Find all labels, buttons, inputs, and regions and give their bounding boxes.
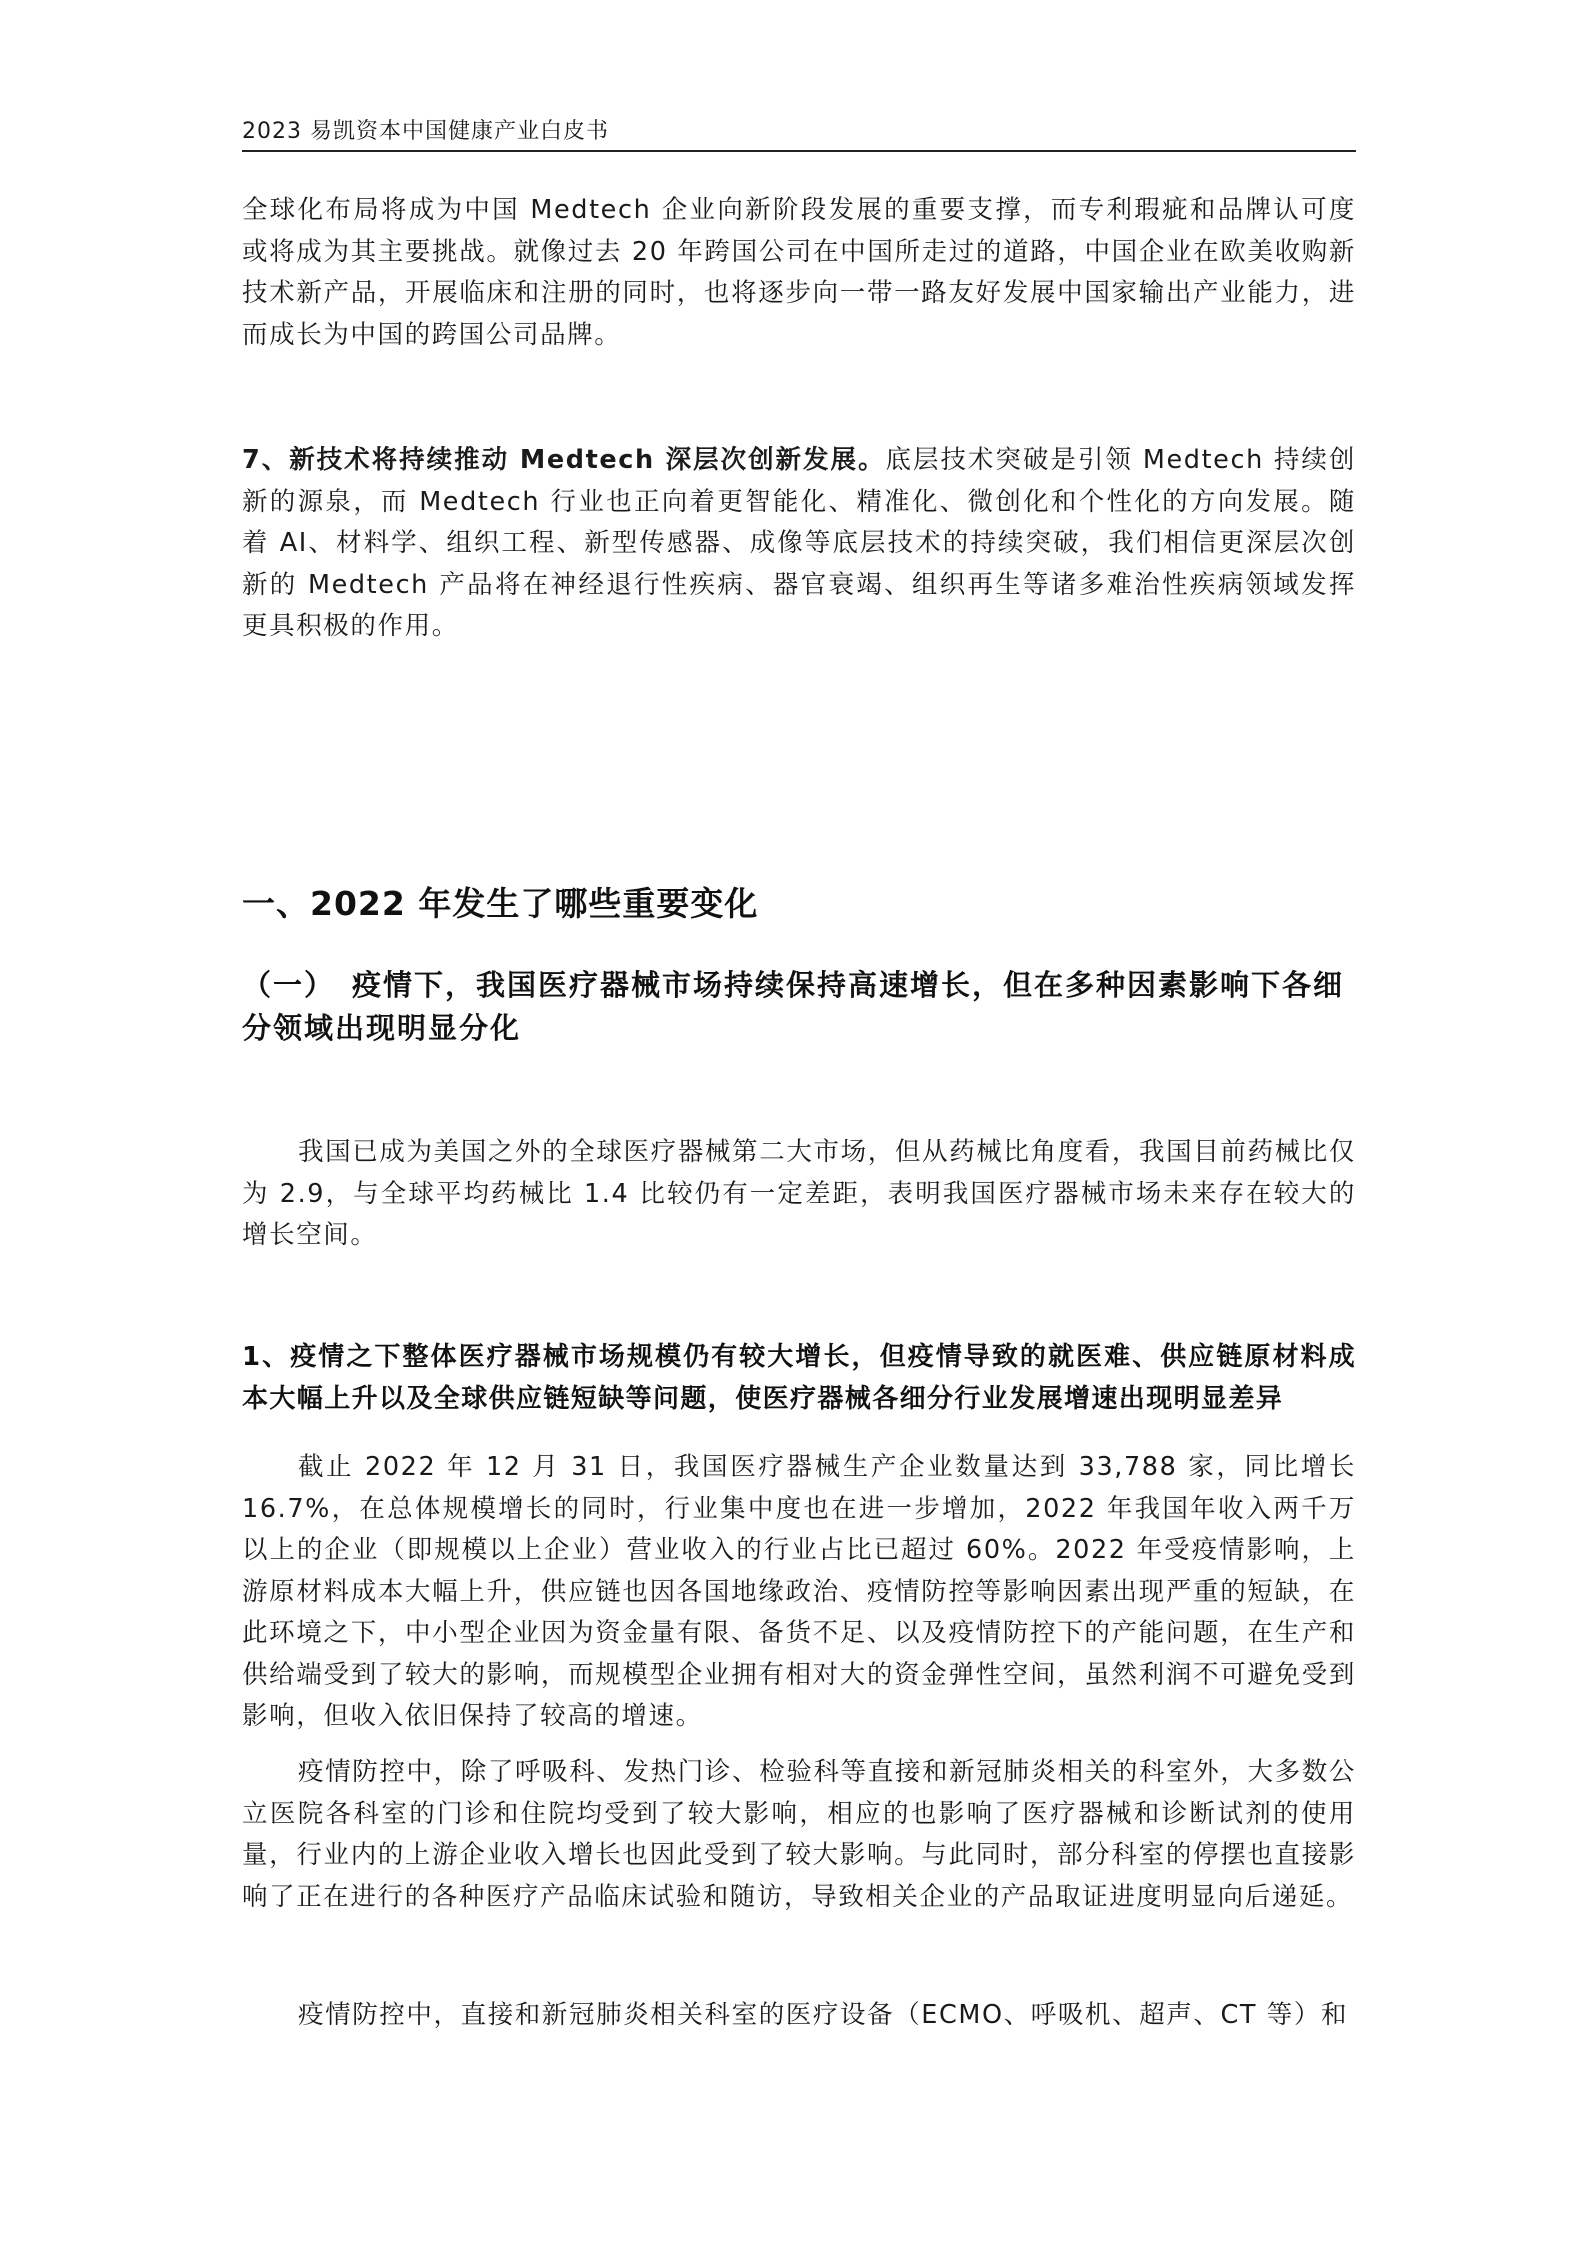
paragraph-body: 底层技术突破是引领 Medtech 持续创新的源泉，而 Medtech 行业也正向着更智能化、精准化、微创化和个性化的方向发展。随着 AI、材料学、组织工程、新型传感器、成像等底层技术的持续突破，我们相信更深层次创新的 Medtech 产品将在神经退行性疾病、器官衰竭、组织再生等诸多难治性疾病领域发挥更具积极的作用。 xyxy=(242,445,1356,641)
page-header xyxy=(242,106,1356,152)
paragraph-enterprise-count: 截止 2022 年 12 月 31 日，我国医疗器械生产企业数量达到 33,788 家，同比增长 16.7%，在总体规模增长的同时，行业集中度也在进一步增加，2022 年我国年收入两千万以上的企业（即规模以上企业）营业收入的行业占比已超过 60%。2022 年受疫情影响，上游原材料成本大幅上升，供应链也因各国地缘政治、疫情防控等影响因素出现严重的短缺，在此环境之下，中小型企业因为资金量有限、备货不足、以及疫情防控下的产能问题，在生产和供给端受到了较大的影响，而规模型企业拥有相对大的资金弹性空间，虽然利润不可避免受到影响，但收入依旧保持了较高的增速。 xyxy=(242,1452,1356,1731)
paragraph-globalization: 全球化布局将成为中国 Medtech 企业向新阶段发展的重要支撑，而专利瑕疵和品牌认可度或将成为其主要挑战。就像过去 20 年跨国公司在中国所走过的道路，中国企业在欧美收购新技术新产品，开展临床和注册的同时，也将逐步向一带一路友好发展中国家输出产业能力，进而成长为中国的跨国公司品牌。 xyxy=(242,195,1356,350)
paragraph-equipment: 疫情防控中，直接和新冠肺炎相关科室的医疗设备（ECMO、呼吸机、超声、CT 等）和 xyxy=(298,2000,1349,2030)
section-heading-1: 一、2022 年发生了哪些重要变化 xyxy=(242,884,759,923)
paragraph-new-technology xyxy=(242,440,1356,648)
paragraph-lead-bold: 7、新技术将持续推动 Medtech 深层次创新发展。 xyxy=(242,445,886,475)
subsection-number: （一） xyxy=(242,968,336,1002)
paragraph-hospital-impact: 疫情防控中，除了呼吸科、发热门诊、检验科等直接和新冠肺炎相关的科室外，大多数公立医院各科室的门诊和住院均受到了较大影响，相应的也影响了医疗器械和诊断试剂的使用量，行业内的上游企业收入增长也因此受到了较大影响。与此同时，部分科室的停摆也直接影响了正在进行的各种医疗产品临床试验和随访，导致相关企业的产品取证进度明显向后递延。 xyxy=(242,1757,1356,1912)
point-heading-1: 1、疫情之下整体医疗器械市场规模仍有较大增长，但疫情导致的就医难、供应链原材料成本大幅上升以及全球供应链短缺等问题，使医疗器械各细分行业发展增速出现明显差异 xyxy=(242,1342,1356,1414)
header-title: 2023 易凯资本中国健康产业白皮书 xyxy=(242,119,609,144)
subsection-text: 疫情下，我国医疗器械市场持续保持高速增长，但在多种因素影响下各细分领域出现明显分化 xyxy=(242,968,1345,1045)
subsection-heading-1 xyxy=(242,964,1356,1050)
paragraph-market-overview: 我国已成为美国之外的全球医疗器械第二大市场，但从药械比角度看，我国目前药械比仅为 2.9，与全球平均药械比 1.4 比较仍有一定差距，表明我国医疗器械市场未来存在较大的增长空间。 xyxy=(242,1137,1356,1250)
